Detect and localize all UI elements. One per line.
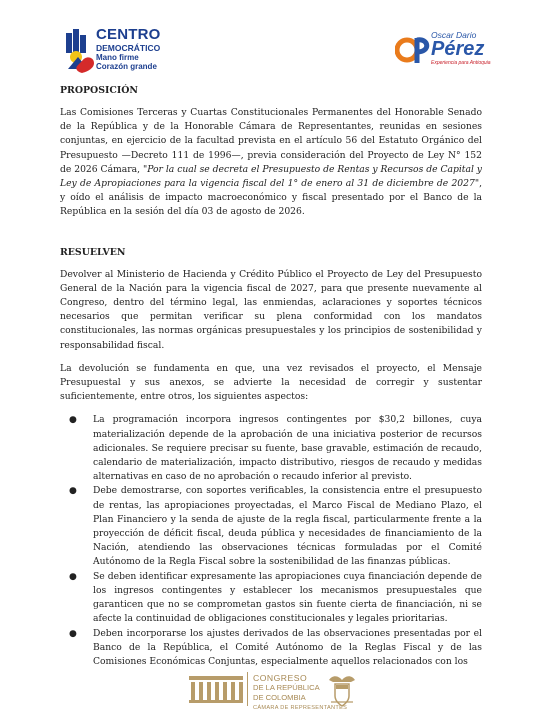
list-item: [60, 570, 482, 627]
aspects-list: [60, 413, 482, 669]
document-body: [60, 84, 482, 669]
resuelven-paragraph-1: Devolver al Ministerio de Hacienda y Crédito Público el Proyecto de Ley del Presupuesto General de la Nación para la vigencia fiscal de 2027, para que presente nuevamente al Congreso, dentro del término legal, las enmiendas, aclaraciones y soportes técnicos necesarios que permitan verificar su plena conformidad con los mandatos constitucionales, las normas orgánicas presupuestales y los principios de sostenibilidad y responsabilidad fiscal.: [60, 268, 482, 351]
bill-title: "Por la cual se decreta el Presupuesto de Rentas y Recursos de Capital y Ley de Apropiaciones para la vigencia fiscal del 1° de enero al 31 de diciembre de 2027": [60, 163, 482, 190]
proposicion-text-1: Las Comisiones Terceras y Cuartas Constitucionales Permanentes del Honorable Senado de la República y de la Honorable Cámara de Representantes, reunidas en sesiones conjuntas, en ejercicio de la facultad prevista en el artículo 56 del Estatuto Orgánico del Presupuesto —Decreto 111 de 1996—, previa consideración del Proyecto de Ley N° 152 de 2026 Cámara,: [60, 107, 482, 175]
candidate-tagline: Experiencia para Antioquia: [431, 60, 491, 66]
resuelven-paragraph-2: La devolución se fundamenta en que, una vez revisados el proyecto, el Mensaje Presupuestal y sus anexos, se advierte la necesidad de corregir y sustentar suficientemente, entre otros, los siguientes aspectos:: [60, 362, 482, 403]
bullet-icon: ●: [69, 571, 77, 582]
bullet-icon: ●: [69, 486, 77, 497]
footer-line-4: CÁMARA DE REPRESENTANTES: [253, 705, 348, 711]
list-item-text: La programación incorpora ingresos contingentes por $30,2 billones, cuya materialización depende de la aprobación de una iniciativa posterior de recursos adicionales. Se requiere precisar su fuente, base gravable, estimación de recaudo, calendario de materialización, impacto distributivo, riesgos de recaudo y medidas alternativas en caso de no aprobación o recaudo inferior al previsto.: [93, 414, 482, 483]
footer-line-1: CONGRESO: [253, 673, 308, 683]
list-item: [60, 413, 482, 484]
candidate-surname: Pérez: [431, 38, 485, 60]
list-item: [60, 627, 482, 670]
party-slogan-1: Mano firme: [96, 53, 139, 62]
footer-line-2: DE LA REPÚBLICA: [253, 683, 320, 692]
coat-of-arms-icon: [327, 672, 357, 708]
heading-proposicion: PROPOSICIÓN: [60, 85, 138, 96]
party-emblem-icon: [64, 27, 100, 73]
op-monogram-icon: [395, 32, 435, 64]
footer: [0, 668, 543, 712]
proposicion-text-2: , y oído el análisis de impacto macroeconómico y fiscal presentado por el Banco de la República en la sesión del día 03 de agosto de 2026.: [60, 178, 482, 218]
list-item-text: Se deben identificar expresamente las apropiaciones cuya financiación depende de los ingresos contingentes y establecer los mecanismos presupuestales que garanticen que no se comprometan gastos sin fuente cierta de financiación, ni se afecte la continuidad de obligaciones constitucionales y legales prioritarias.: [93, 570, 482, 625]
list-item-text: Debe demostrarse, con soportes verificables, la consistencia entre el presupuesto de rentas, las apropiaciones proyectadas, el Marco Fiscal de Mediano Plazo, el Plan Financiero y la senda de ajuste de la regla fiscal, particularmente frente a la proyección de déficit fiscal, deuda pública y necesidades de financiamiento de la Nación, atendiendo las observaciones técnicas formuladas por el Comité Autónomo de la Regla Fiscal sobre la sostenibilidad de las finanzas públicas.: [93, 485, 482, 568]
party-slogan-2: Corazón grande: [96, 62, 157, 71]
centro-democratico-logo: [64, 27, 176, 75]
candidate-first-name: Oscar Dario: [431, 30, 477, 40]
proposicion-paragraph: [60, 106, 482, 220]
letterhead: [0, 0, 543, 80]
footer-divider: [247, 672, 248, 706]
candidate-logo: [395, 30, 491, 68]
list-item-text: Deben incorporarse los ajustes derivados de las observaciones presentadas por el Banco de la República, el Comité Autónomo de la Reglas Fiscal y de las Comisiones Económicas Conjuntas, especialmente aquellos relacionados con los: [93, 627, 482, 667]
footer-line-3: DE COLOMBIA: [253, 693, 306, 702]
congress-building-icon: [189, 674, 243, 704]
party-name-2: DEMOCRÁTICO: [96, 43, 161, 53]
heading-resuelven: RESUELVEN: [60, 246, 126, 258]
list-item: [60, 484, 482, 569]
party-name: CENTRO: [96, 26, 161, 43]
bullet-icon: ●: [69, 628, 77, 639]
bullet-icon: ●: [69, 415, 77, 426]
